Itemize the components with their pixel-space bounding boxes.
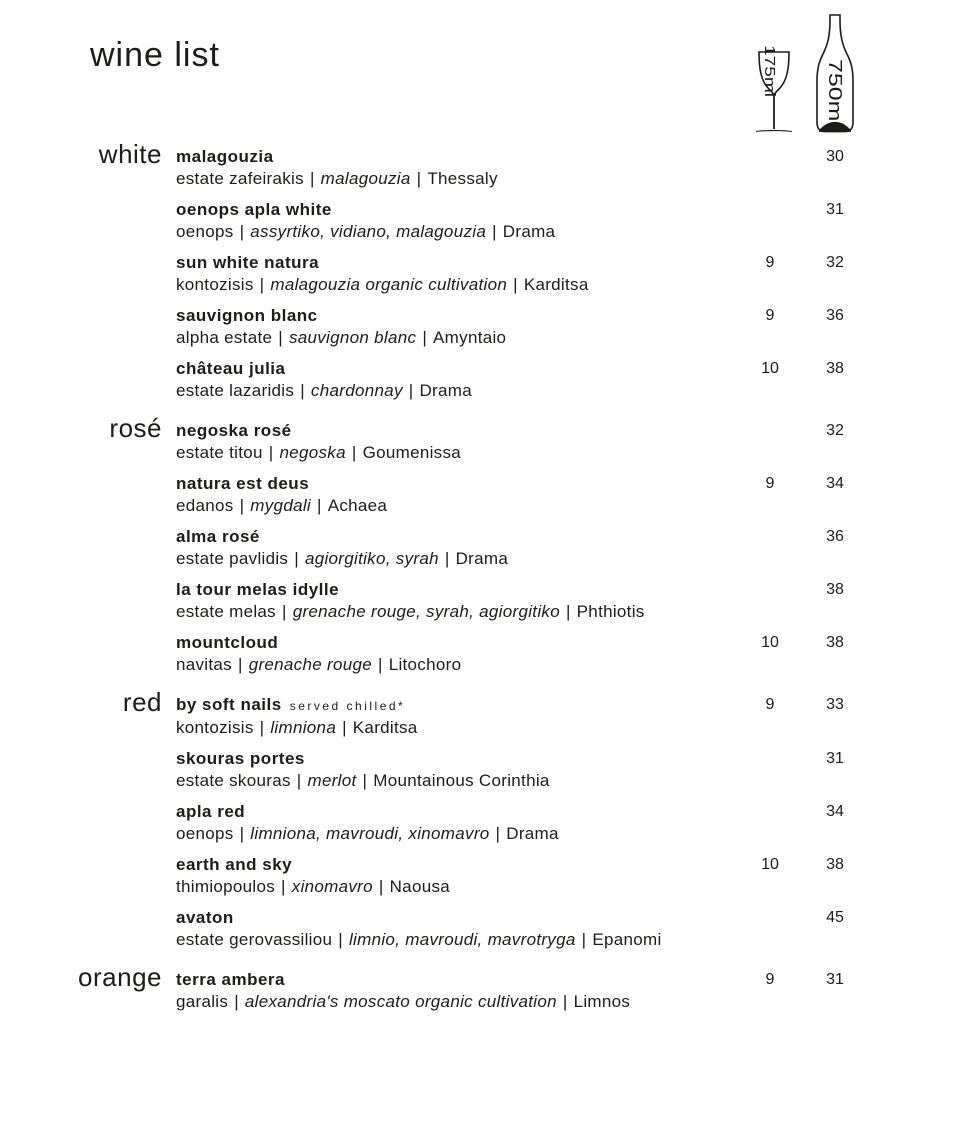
wine-name: terra ambera (176, 970, 286, 989)
wine-entry (176, 854, 959, 898)
grape-varieties: mygdali (250, 496, 311, 515)
separator: | (495, 824, 501, 843)
separator: | (378, 877, 384, 896)
wine-region: Drama (506, 824, 559, 843)
wine-name: château julia (176, 359, 286, 378)
serving-note: served chilled* (289, 699, 406, 713)
wine-region: Karditsa (352, 718, 418, 737)
bottle-price: 36 (826, 307, 844, 324)
bottle-price: 31 (826, 971, 844, 988)
separator: | (565, 602, 571, 621)
glass-price: 9 (765, 696, 775, 713)
bottle-price: 38 (826, 581, 844, 598)
separator: | (294, 549, 299, 568)
grape-varieties: merlot (307, 771, 357, 790)
wine-region: Goumenissa (362, 443, 462, 462)
wine-producer: oenops (176, 222, 234, 241)
section-label: rosé (109, 413, 162, 443)
bottle-price: 32 (826, 254, 844, 271)
separator: | (342, 718, 347, 737)
bottle-price: 36 (826, 528, 844, 545)
wine-name: by soft nails (176, 695, 282, 714)
wine-description (176, 601, 959, 623)
wine-producer: estate zafeirakis (176, 169, 304, 188)
wine-producer: thimiopoulos (176, 877, 276, 896)
grape-varieties: xinomavro (291, 877, 373, 896)
wine-bottle-icon (810, 13, 860, 134)
bottle-price: 33 (826, 696, 844, 713)
wine-entry (176, 252, 959, 296)
bottle-volume-label: 750ml (825, 59, 845, 109)
wine-producer: edanos (176, 496, 234, 515)
wine-description (176, 327, 959, 349)
wine-description (176, 929, 959, 951)
bottle-price: 38 (826, 856, 844, 873)
section-orange (0, 962, 959, 1013)
wine-entry (176, 473, 959, 517)
separator: | (416, 169, 422, 188)
separator: | (259, 718, 265, 737)
grape-varieties: limniona, mavroudi, xinomavro (250, 824, 490, 843)
wine-glass-icon (748, 45, 800, 136)
glass-price: 9 (765, 307, 775, 324)
glass-price: 9 (765, 971, 775, 988)
wine-entry (176, 358, 959, 402)
wine-producer: estate titou (176, 443, 263, 462)
wine-entry (176, 748, 959, 792)
grape-varieties: negoska (279, 443, 346, 462)
wine-description (176, 442, 959, 464)
separator: | (362, 771, 368, 790)
glass-price: 10 (761, 360, 779, 377)
section-label: red (122, 687, 162, 717)
wine-producer: oenops (176, 824, 234, 843)
wine-name: alma rosé (176, 527, 260, 546)
wine-entry (176, 801, 959, 845)
wine-name: la tour melas idylle (176, 580, 340, 599)
separator: | (239, 222, 245, 241)
wine-region: Mountainous Corinthia (373, 771, 550, 790)
bottle-price: 32 (826, 422, 844, 439)
separator: | (338, 930, 343, 949)
separator: | (296, 771, 302, 790)
wine-entry (176, 969, 959, 1013)
wine-entry (176, 305, 959, 349)
wine-region: Epanomi (592, 930, 662, 949)
grape-varieties: assyrtiko, vidiano, malagouzia (250, 222, 487, 241)
grape-varieties: chardonnay (310, 381, 403, 400)
separator: | (444, 549, 450, 568)
wine-region: Limnos (573, 992, 631, 1011)
separator: | (281, 877, 286, 896)
grape-varieties: grenache rouge, syrah, agiorgitiko (292, 602, 560, 621)
wine-list (0, 139, 959, 1031)
grape-varieties: limniona (270, 718, 337, 737)
wine-name: avaton (176, 908, 234, 927)
wine-description (176, 876, 959, 898)
wine-producer: estate gerovassiliou (176, 930, 333, 949)
wine-entry (176, 694, 959, 739)
wine-description (176, 168, 959, 190)
separator: | (259, 275, 265, 294)
separator: | (268, 443, 274, 462)
wine-entry (176, 199, 959, 243)
glass-price: 10 (761, 634, 779, 651)
wine-entry (176, 907, 959, 951)
wine-region: Achaea (327, 496, 388, 515)
wine-description (176, 380, 959, 402)
wine-region: Amyntaio (433, 328, 507, 347)
wine-description (176, 548, 959, 570)
section-red (0, 687, 959, 951)
wine-region: Karditsa (523, 275, 589, 294)
wine-name: sun white natura (176, 253, 320, 272)
separator: | (237, 655, 243, 674)
wine-name: malagouzia (176, 147, 274, 166)
grape-varieties: sauvignon blanc (288, 328, 417, 347)
page-title: wine list (90, 36, 220, 74)
wine-description (176, 495, 959, 517)
separator: | (309, 169, 315, 188)
wine-description (176, 274, 959, 296)
separator: | (377, 655, 383, 674)
grape-varieties: malagouzia (320, 169, 411, 188)
bottle-price: 38 (826, 360, 844, 377)
bottle-price: 34 (826, 475, 844, 492)
wine-region: Drama (455, 549, 509, 568)
glass-price: 9 (765, 254, 775, 271)
grape-varieties: agiorgitiko, syrah (304, 549, 439, 568)
wine-entry (176, 526, 959, 570)
wine-entry (176, 579, 959, 623)
wine-producer: alpha estate (176, 328, 273, 347)
wine-producer: estate pavlidis (176, 549, 289, 568)
separator: | (562, 992, 568, 1011)
separator: | (300, 381, 305, 400)
wine-producer: estate melas (176, 602, 276, 621)
wine-region: Thessaly (427, 169, 498, 188)
wine-name: skouras portes (176, 749, 305, 768)
wine-region: Litochoro (388, 655, 462, 674)
bottle-price: 31 (826, 750, 844, 767)
wine-producer: navitas (176, 655, 232, 674)
separator: | (239, 824, 245, 843)
bottle-price: 45 (826, 909, 844, 926)
grape-varieties: grenache rouge (248, 655, 372, 674)
bottle-price: 34 (826, 803, 844, 820)
section-label: white (98, 139, 162, 169)
glass-volume-label: 175ml (761, 45, 778, 86)
wine-description (176, 823, 959, 845)
wine-description (176, 654, 959, 676)
separator: | (492, 222, 497, 241)
wine-producer: kontozisis (176, 718, 254, 737)
wine-name: sauvignon blanc (176, 306, 318, 325)
wine-producer: estate lazaridis (176, 381, 295, 400)
wine-region: Drama (419, 381, 472, 400)
wine-name: earth and sky (176, 855, 293, 874)
separator: | (281, 602, 287, 621)
wine-entry (176, 632, 959, 676)
grape-varieties: malagouzia organic cultivation (270, 275, 508, 294)
section-white (0, 139, 959, 402)
wine-name: apla red (176, 802, 246, 821)
grape-varieties: alexandria's moscato organic cultivation (244, 992, 557, 1011)
separator: | (351, 443, 357, 462)
separator: | (422, 328, 428, 347)
glass-price: 10 (761, 856, 779, 873)
glass-price: 9 (765, 475, 775, 492)
separator: | (278, 328, 283, 347)
section-rose (0, 413, 959, 676)
wine-description (176, 991, 959, 1013)
grape-varieties: limnio, mavroudi, mavrotryga (348, 930, 576, 949)
bottle-price: 31 (826, 201, 844, 218)
wine-producer: estate skouras (176, 771, 291, 790)
section-label: orange (78, 962, 162, 992)
wine-name: natura est deus (176, 474, 310, 493)
wine-name: negoska rosé (176, 421, 292, 440)
separator: | (239, 496, 245, 515)
bottle-price: 38 (826, 634, 844, 651)
wine-description (176, 221, 959, 243)
wine-name: mountcloud (176, 633, 279, 652)
separator: | (316, 496, 322, 515)
wine-description (176, 717, 959, 739)
wine-description (176, 770, 959, 792)
separator: | (581, 930, 587, 949)
wine-region: Naousa (389, 877, 451, 896)
wine-entry (176, 420, 959, 464)
wine-producer: garalis (176, 992, 229, 1011)
separator: | (234, 992, 239, 1011)
separator: | (513, 275, 518, 294)
wine-name: oenops apla white (176, 200, 332, 219)
wine-region: Phthiotis (576, 602, 645, 621)
wine-entry (176, 146, 959, 190)
wine-producer: kontozisis (176, 275, 254, 294)
separator: | (408, 381, 414, 400)
wine-region: Drama (502, 222, 556, 241)
bottle-price: 30 (826, 148, 844, 165)
